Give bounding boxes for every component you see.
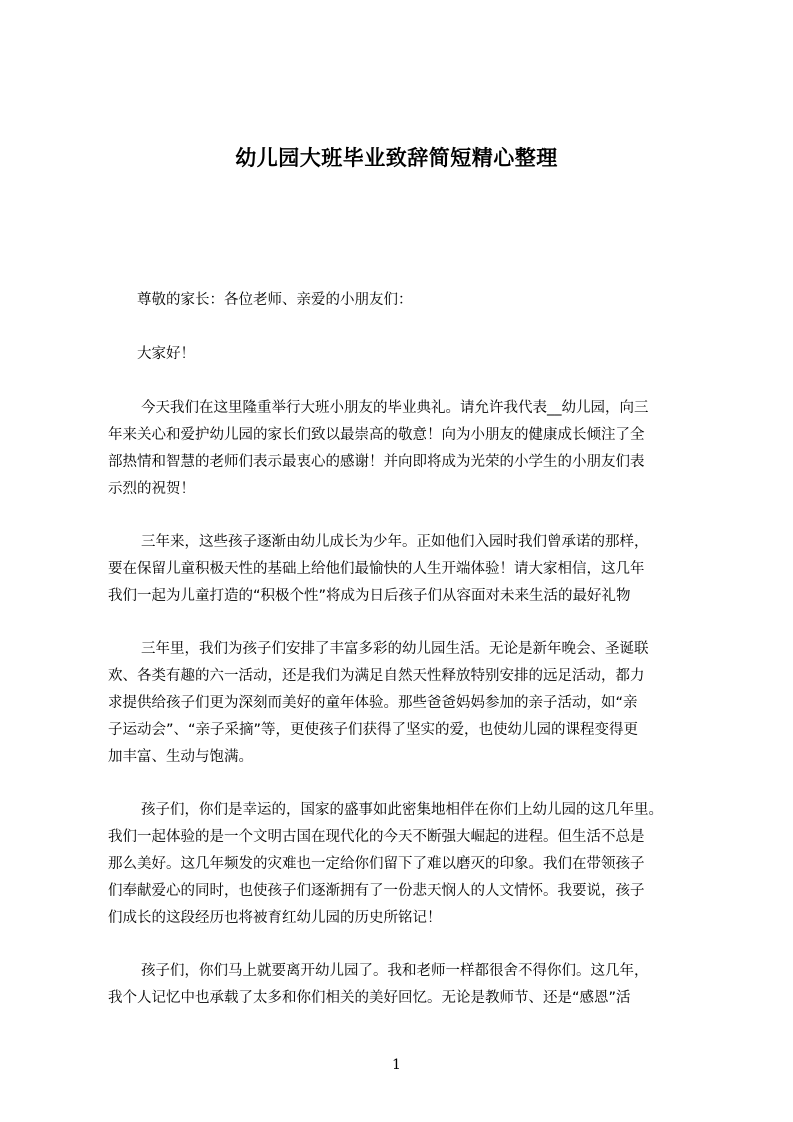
paragraph-line: 那么美好。这几年频发的灾难也一定给你们留下了难以磨灭的印象。我们在带领孩子	[108, 856, 645, 872]
page-number: 1	[392, 1057, 401, 1073]
paragraph-line: 年来关心和爱护幼儿园的家长们致以最崇高的敬意！向为小朋友的健康成长倾注了全	[108, 427, 645, 443]
paragraph-line: 孩子们，你们是幸运的，国家的盛事如此密集地相伴在你们上幼儿园的这几年里。	[141, 802, 663, 818]
paragraph-line: 今天我们在这里隆重举行大班小朋友的毕业典礼。请允许我代表__幼儿园，向三	[141, 400, 649, 416]
document-title: 幼儿园大班毕业致辞简短精心整理	[235, 146, 558, 170]
paragraph-line: 三年里，我们为孩子们安排了丰富多彩的幼儿园生活。无论是新年晚会、圣诞联	[141, 641, 649, 657]
paragraph-line: 示烈的祝贺！	[108, 481, 195, 497]
paragraph-line: 求提供给孩子们更为深刻而美好的童年体验。那些爸爸妈妈参加的亲子活动，如“亲	[108, 695, 638, 711]
paragraph-line: 子运动会”、“亲子采摘”等，更使孩子们获得了坚实的爱，也使幼儿园的课程变得更	[108, 722, 639, 738]
paragraph-line: 加丰富、生动与饱满。	[108, 749, 253, 765]
salutation-line: 尊敬的家长：各位老师、亲爱的小朋友们：	[137, 292, 413, 308]
paragraph-line: 要在保留儿童积极天性的基础上给他们最愉快的人生开端体验！请大家相信，这几年	[108, 561, 645, 577]
paragraph-line: 们成长的这段经历也将被育红幼儿园的历史所铭记！	[108, 910, 442, 926]
paragraph-line: 们奉献爱心的同时，也使孩子们逐渐拥有了一份悲天悯人的人文情怀。我要说，孩子	[108, 883, 645, 899]
paragraph-line: 三年来，这些孩子逐渐由幼儿成长为少年。正如他们入园时我们曾承诺的那样，	[141, 534, 649, 550]
paragraph-line: 部热情和智慧的老师们表示最衷心的感谢！并向即将成为光荣的小学生的小朋友们表	[108, 454, 645, 470]
greeting-line: 大家好！	[137, 346, 195, 362]
paragraph-line: 我个人记忆中也承载了太多和你们相关的美好回忆。无论是教师节、还是“感恩”活	[108, 990, 631, 1006]
paragraph-line: 欢、各类有趣的六一活动，还是我们为满足自然天性释放特别安排的远足活动，都力	[108, 668, 645, 684]
paragraph-line: 我们一起为儿童打造的“积极个性”将成为日后孩子们从容面对未来生活的最好礼物	[108, 588, 631, 604]
paragraph-line: 我们一起体验的是一个文明古国在现代化的今天不断强大崛起的进程。但生活不总是	[108, 829, 645, 845]
paragraph-line: 孩子们，你们马上就要离开幼儿园了。我和老师一样都很舍不得你们。这几年，	[141, 963, 649, 979]
